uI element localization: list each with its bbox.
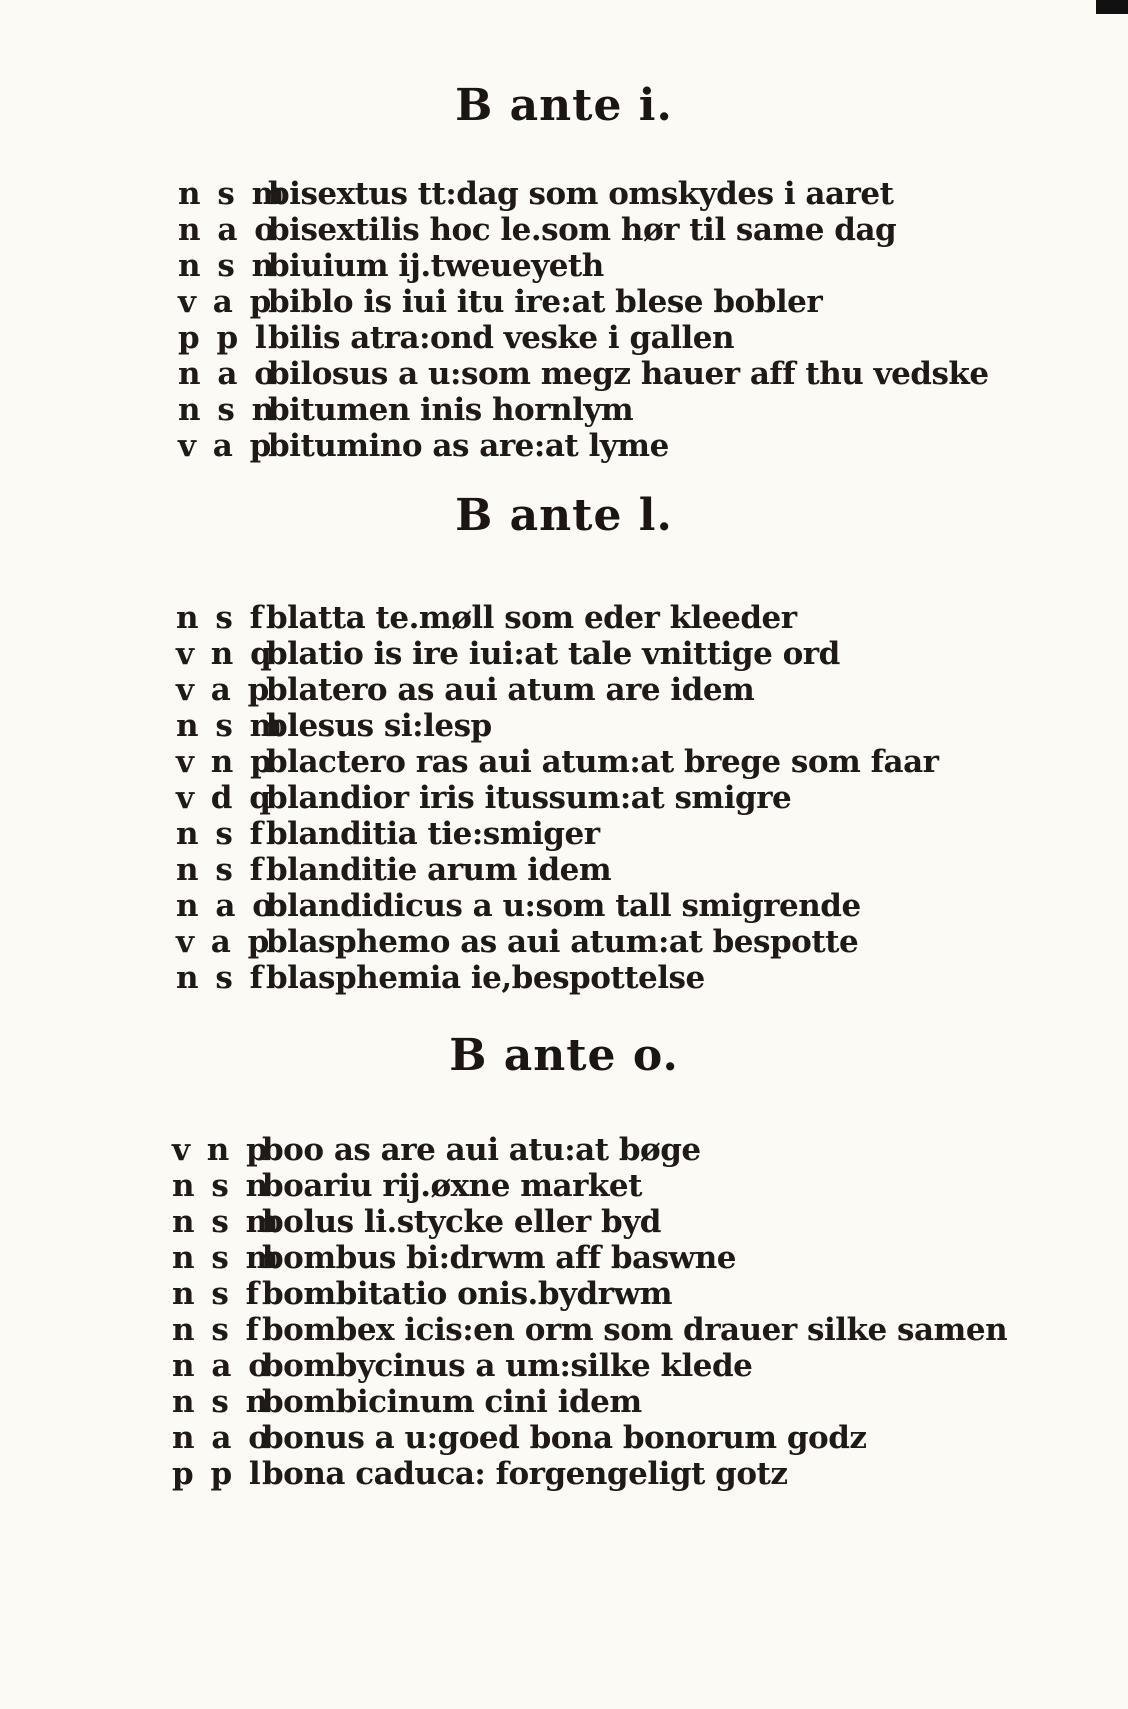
entry [172, 1240, 1092, 1276]
entry-text: bombex icis:en orm som drauer silke samen [262, 1312, 1008, 1348]
entry-text: boo as are aui atu:at bøge [262, 1132, 701, 1168]
entry-code: v n q [176, 636, 275, 672]
entry [178, 284, 1078, 320]
entry [176, 744, 1076, 780]
entry-text: blanditie arum idem [266, 852, 612, 888]
entry [172, 1204, 1092, 1240]
entry [176, 636, 1076, 672]
entry [176, 600, 1076, 636]
entry [178, 392, 1078, 428]
entry-text: biblo is iui itu ire:at blese bobler [268, 284, 823, 320]
entry [176, 852, 1076, 888]
entry-code: n s m [172, 1240, 282, 1276]
entry-text: blesus si:lesp [266, 708, 492, 744]
entry-code: v n p [176, 744, 275, 780]
entry-code: v d q [176, 780, 274, 816]
entry [178, 248, 1078, 284]
section-b-ante-o [172, 1132, 1092, 1492]
entry [172, 1420, 1092, 1456]
entry-text: bombitatio onis.bydrwm [262, 1276, 672, 1312]
section-heading-b-ante-i: B ante i. [455, 80, 673, 131]
entry [172, 1348, 1092, 1384]
entry [178, 212, 1078, 248]
entry-code: v n p [172, 1132, 271, 1168]
entry [178, 176, 1078, 212]
entry-code: n a o [178, 212, 278, 248]
entry [172, 1276, 1092, 1312]
entry-code: n s m [172, 1204, 282, 1240]
entry-code: n s f [172, 1312, 262, 1348]
entry [176, 672, 1076, 708]
entry [172, 1384, 1092, 1420]
entry [172, 1168, 1092, 1204]
entry [176, 780, 1076, 816]
entry-text: bisextus tt:dag som omskydes i aaret [268, 176, 894, 212]
section-heading-b-ante-o: B ante o. [449, 1030, 679, 1081]
entry-code: n s f [176, 600, 266, 636]
entry-text: blandidicus a u:som tall smigrende [266, 888, 861, 924]
entry-text: bolus li.stycke eller byd [262, 1204, 661, 1240]
entry-code: p p l [172, 1456, 264, 1492]
entry-code: n a o [178, 356, 278, 392]
entry-text: bombycinus a um:silke klede [262, 1348, 753, 1384]
entry-text: bombus bi:drwm aff baswne [262, 1240, 737, 1276]
entry [176, 924, 1076, 960]
entry [178, 428, 1078, 464]
entry-text: blactero ras aui atum:at brege som faar [266, 744, 939, 780]
entry-code: v a p [176, 924, 273, 960]
entry [172, 1456, 1092, 1492]
entry-code: n a o [172, 1348, 272, 1384]
entry [172, 1312, 1092, 1348]
entry-text: bitumen inis hornlym [268, 392, 634, 428]
entry [176, 816, 1076, 852]
entry-text: bitumino as are:at lyme [268, 428, 669, 464]
entry-code: v a p [176, 672, 273, 708]
section-b-ante-i [178, 176, 1078, 464]
entry-code: n a o [176, 888, 276, 924]
entry-text: blatio is ire iui:at tale vnittige ord [266, 636, 840, 672]
entry [178, 356, 1078, 392]
entry-text: bilosus a u:som megz hauer aff thu vedske [268, 356, 989, 392]
entry-code: n s f [176, 960, 266, 996]
entry-code: n s f [176, 816, 266, 852]
entry-text: blandior iris itussum:at smigre [266, 780, 792, 816]
entry-text: blasphemo as aui atum:at bespotte [266, 924, 859, 960]
entry-text: blanditia tie:smiger [266, 816, 600, 852]
entry-text: biuium ij.tweueyeth [268, 248, 604, 284]
entry-code: n s n [172, 1384, 272, 1420]
entry-code: n s n [178, 248, 278, 284]
entry-text: bisextilis hoc le.som hør til same dag [268, 212, 897, 248]
entry-code: p p l [178, 320, 270, 356]
entry-code: n a o [172, 1420, 272, 1456]
entry-text: bonus a u:goed bona bonorum godz [262, 1420, 867, 1456]
entry [176, 708, 1076, 744]
entry-code: v a p [178, 284, 275, 320]
entry [172, 1132, 1092, 1168]
entry-code: n s m [176, 708, 286, 744]
entry-code: v a p [178, 428, 275, 464]
section-b-ante-l [176, 600, 1076, 996]
entry [178, 320, 1078, 356]
entry-text: bombicinum cini idem [262, 1384, 642, 1420]
entry [176, 960, 1076, 996]
entry-text: blatero as aui atum are idem [266, 672, 755, 708]
entry-code: n s m [178, 176, 288, 212]
entry-code: n s n [178, 392, 278, 428]
entry-text: bona caduca: forgengeligt gotz [262, 1456, 788, 1492]
entry-code: n s n [172, 1168, 272, 1204]
entry [176, 888, 1076, 924]
entry-text: bilis atra:ond veske i gallen [268, 320, 735, 356]
entry-text: boariu rij.øxne market [262, 1168, 642, 1204]
section-heading-b-ante-l: B ante l. [455, 490, 673, 541]
entry-code: n s f [176, 852, 266, 888]
entry-text: blasphemia ie,bespottelse [266, 960, 705, 996]
entry-code: n s f [172, 1276, 262, 1312]
scan-corner-mark [1096, 0, 1128, 14]
entry-text: blatta te.møll som eder kleeder [266, 600, 797, 636]
